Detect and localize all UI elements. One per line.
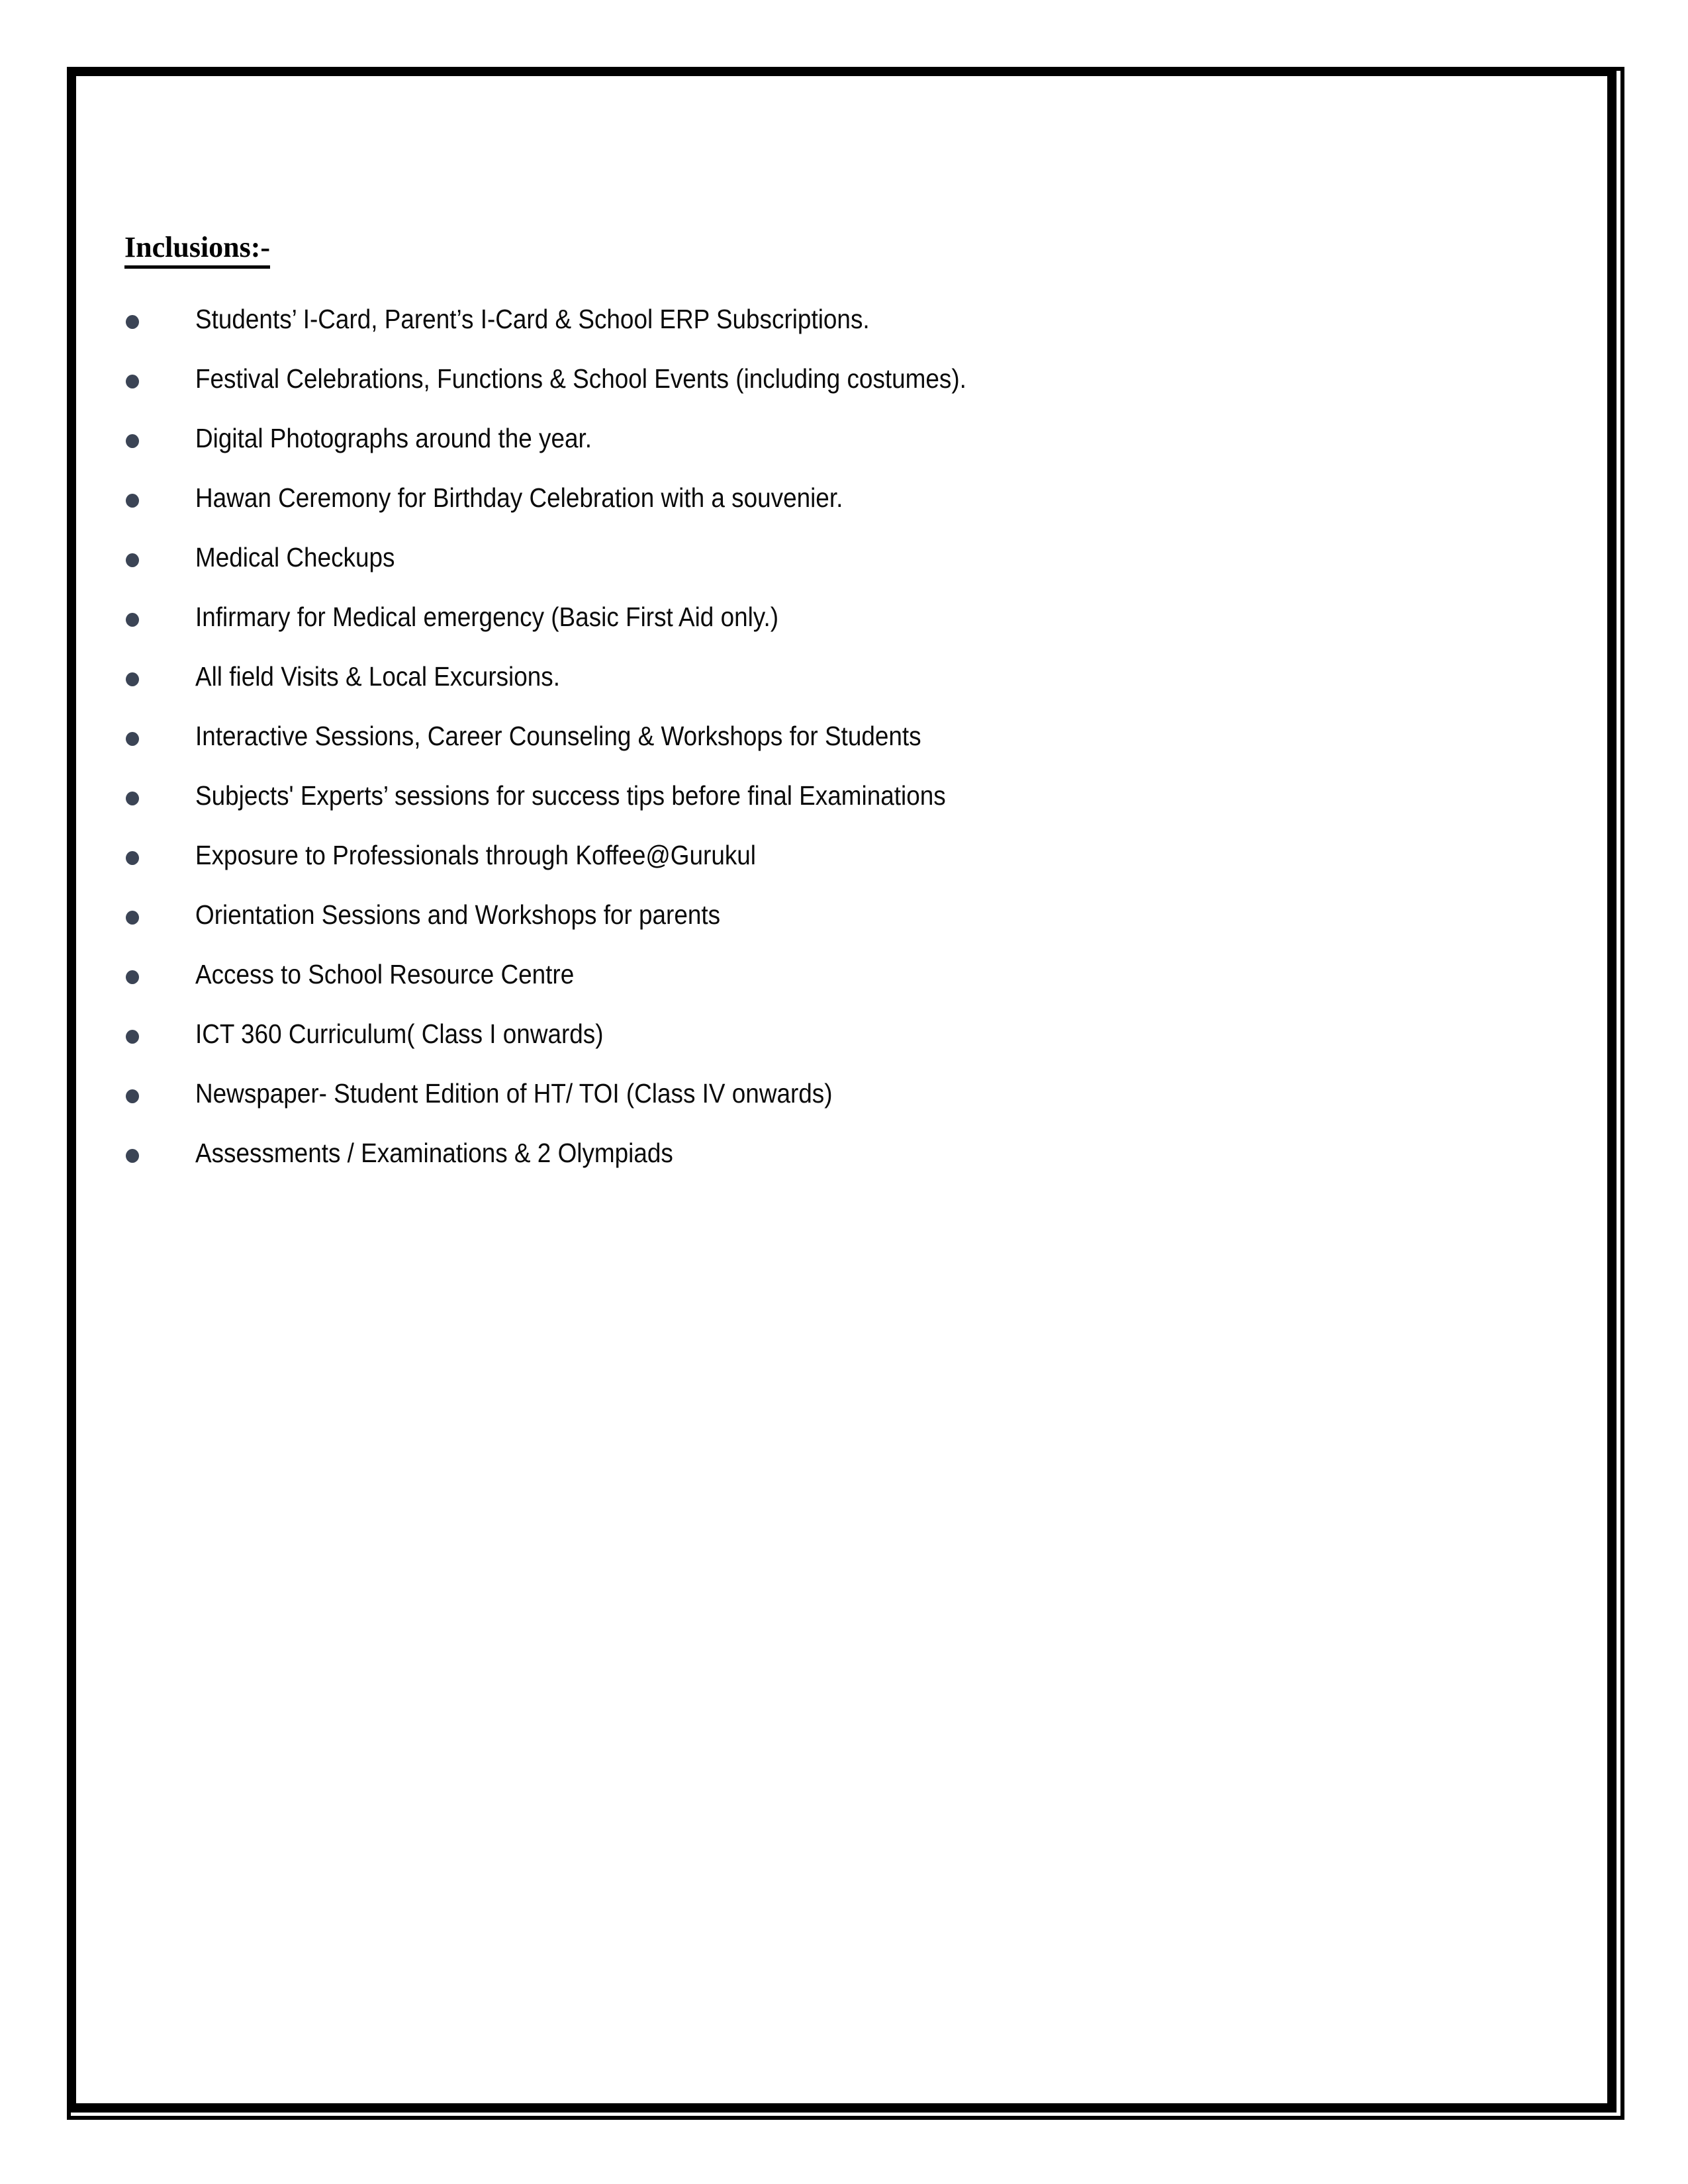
bullet-dot-icon	[126, 911, 139, 925]
list-item	[124, 359, 1541, 418]
document-content	[124, 233, 1541, 1193]
list-item-label: Access to School Resource Centre	[195, 959, 575, 989]
list-item	[124, 716, 1541, 776]
list-item-label: Medical Checkups	[195, 542, 395, 572]
list-item	[124, 597, 1541, 657]
page-title: Inclusions:-	[124, 233, 270, 269]
list-item	[124, 657, 1541, 716]
list-item-label: Students’ I-Card, Parent’s I-Card & School ERP Subscriptions.	[195, 304, 870, 334]
list-item	[124, 895, 1541, 954]
list-item	[124, 478, 1541, 537]
bullet-dot-icon	[126, 792, 139, 805]
bullet-dot-icon	[126, 672, 139, 686]
bullet-dot-icon	[126, 851, 139, 865]
bullet-dot-icon	[126, 1149, 139, 1163]
list-item-label: Orientation Sessions and Workshops for parents	[195, 899, 721, 930]
list-item-label: Subjects' Experts’ sessions for success tips before final Examinations	[195, 780, 946, 811]
list-item-label: All field Visits & Local Excursions.	[195, 661, 560, 692]
list-item-label: Digital Photographs around the year.	[195, 423, 592, 453]
list-item-label: Festival Celebrations, Functions & School Events (including costumes).	[195, 363, 966, 394]
list-item	[124, 299, 1541, 359]
bullet-dot-icon	[126, 434, 139, 448]
list-item	[124, 418, 1541, 478]
list-item	[124, 1014, 1541, 1073]
list-item-label: Exposure to Professionals through Koffee@Gurukul	[195, 840, 757, 870]
list-item	[124, 1133, 1541, 1193]
list-item-label: Assessments / Examinations & 2 Olympiads	[195, 1138, 673, 1168]
list-item	[124, 954, 1541, 1014]
bullet-dot-icon	[126, 375, 139, 388]
list-item	[124, 1073, 1541, 1133]
bullet-dot-icon	[126, 553, 139, 567]
list-item	[124, 835, 1541, 895]
bullet-dot-icon	[126, 970, 139, 984]
bullet-dot-icon	[126, 1030, 139, 1044]
bullet-dot-icon	[126, 1089, 139, 1103]
bullet-dot-icon	[126, 315, 139, 329]
list-item	[124, 776, 1541, 835]
list-item	[124, 537, 1541, 597]
bullet-dot-icon	[126, 613, 139, 627]
list-item-label: Hawan Ceremony for Birthday Celebration with a souvenier.	[195, 482, 843, 513]
inclusions-list	[124, 299, 1541, 1193]
bullet-dot-icon	[126, 732, 139, 746]
list-item-label: Newspaper- Student Edition of HT/ TOI (Class IV onwards)	[195, 1078, 833, 1109]
list-item-label: Infirmary for Medical emergency (Basic First Aid only.)	[195, 602, 779, 632]
bullet-dot-icon	[126, 494, 139, 508]
list-item-label: Interactive Sessions, Career Counseling & Workshops for Students	[195, 721, 921, 751]
list-item-label: ICT 360 Curriculum( Class I onwards)	[195, 1019, 604, 1049]
